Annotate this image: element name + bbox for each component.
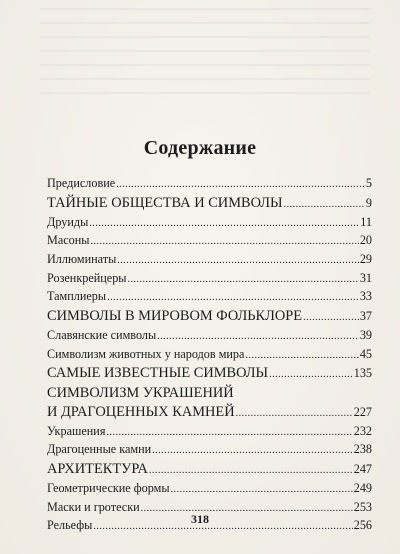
toc-entry-page: 9 [365,195,372,210]
dot-leader [236,404,353,423]
toc-entry-page: 253 [353,499,372,514]
bleed-through-text [40,8,370,103]
toc-entry-geometric-forms[interactable] [47,480,372,499]
dot-leader [152,443,353,460]
dot-leader [157,329,359,346]
table-of-contents [47,175,372,536]
dot-leader [171,482,353,499]
toc-section-secret-societies[interactable] [47,194,372,214]
toc-entry-druids[interactable] [47,214,372,233]
dot-leader [269,365,353,384]
dot-leader [117,253,359,270]
toc-entry-label: Предисловие [47,176,116,190]
toc-entry-page: 11 [360,214,372,229]
toc-entry-preface[interactable] [47,175,372,194]
toc-entry-page: 29 [359,251,372,266]
toc-entry-label: Маски и гротески [47,499,140,514]
toc-section-jewelry[interactable] [47,403,372,423]
toc-section-label: И ДРАГОЦЕННЫХ КАМНЕЙ [47,403,235,420]
toc-entry-page: 256 [353,518,372,533]
toc-entry-label: Геометрические формы [47,481,170,496]
toc-section-famous-symbols[interactable] [47,364,372,384]
dot-leader [149,461,353,480]
toc-entry-page: 238 [353,442,372,457]
toc-entry-page: 232 [353,423,372,438]
toc-entry-label: Символизм животных у народов мира [47,346,245,361]
toc-entry-page: 45 [359,346,372,361]
toc-entry-label: Тамплиеры [47,289,107,304]
toc-entry-label: Масоны [47,233,90,248]
dot-leader [89,216,359,233]
toc-entry-page: 37 [359,308,372,323]
toc-entry-masons[interactable] [47,232,372,251]
toc-section-label: СИМВОЛЫ В МИРОВОМ ФОЛЬКЛОРЕ [47,307,303,324]
toc-entry-page: 5 [365,176,372,190]
toc-entry-page: 20 [359,233,372,248]
toc-entry-label: Славянские символы [47,327,157,342]
toc-entry-label: Драгоценные камни [47,442,152,457]
dot-leader [245,348,358,365]
toc-entry-page: 227 [353,404,372,419]
toc-entry-page: 247 [353,461,372,476]
toc-entry-illuminati[interactable] [47,251,372,270]
toc-entry-page: 33 [359,289,372,304]
toc-section-label: АРХИТЕКТУРА [47,460,148,477]
toc-entry-page: 31 [359,270,372,285]
toc-entry-animal-symbolism[interactable] [47,346,372,365]
toc-section-label: ТАЙНЫЕ ОБЩЕСТВА И СИМВОЛЫ [47,194,283,211]
dot-leader [127,272,358,289]
toc-entry-label: Рельефы [47,518,93,533]
toc-entry-slavic-symbols[interactable] [47,327,372,346]
dot-leader [303,308,359,327]
dot-leader [116,177,365,194]
toc-entry-label: Иллюминаты [47,251,117,266]
toc-entry-label: Украшения [47,423,106,438]
page-title: Содержание [143,137,257,159]
dot-leader [107,290,359,307]
toc-entry-rosicrucians[interactable] [47,270,372,289]
toc-section-label-line1[interactable]: СИМВОЛИЗМ УКРАШЕНИЙ [47,385,234,402]
dot-leader [284,195,365,214]
toc-section-architecture[interactable] [47,460,372,480]
toc-entry-jewelry[interactable] [47,423,372,442]
dot-leader [90,234,358,251]
toc-entry-label: Друиды [47,214,89,229]
toc-entry-page: 39 [359,327,372,342]
toc-section-label: САМЫЕ ИЗВЕСТНЫЕ СИМВОЛЫ [47,365,269,382]
toc-entry-page: 249 [353,481,372,496]
page-number: 318 [191,512,209,526]
toc-section-folklore[interactable] [47,307,372,327]
dot-leader [106,425,352,442]
toc-entry-page: 135 [353,366,372,381]
toc-entry-label: Розенкрейцеры [47,270,127,285]
toc-entry-gemstones[interactable] [47,441,372,460]
toc-entry-templars[interactable] [47,288,372,307]
